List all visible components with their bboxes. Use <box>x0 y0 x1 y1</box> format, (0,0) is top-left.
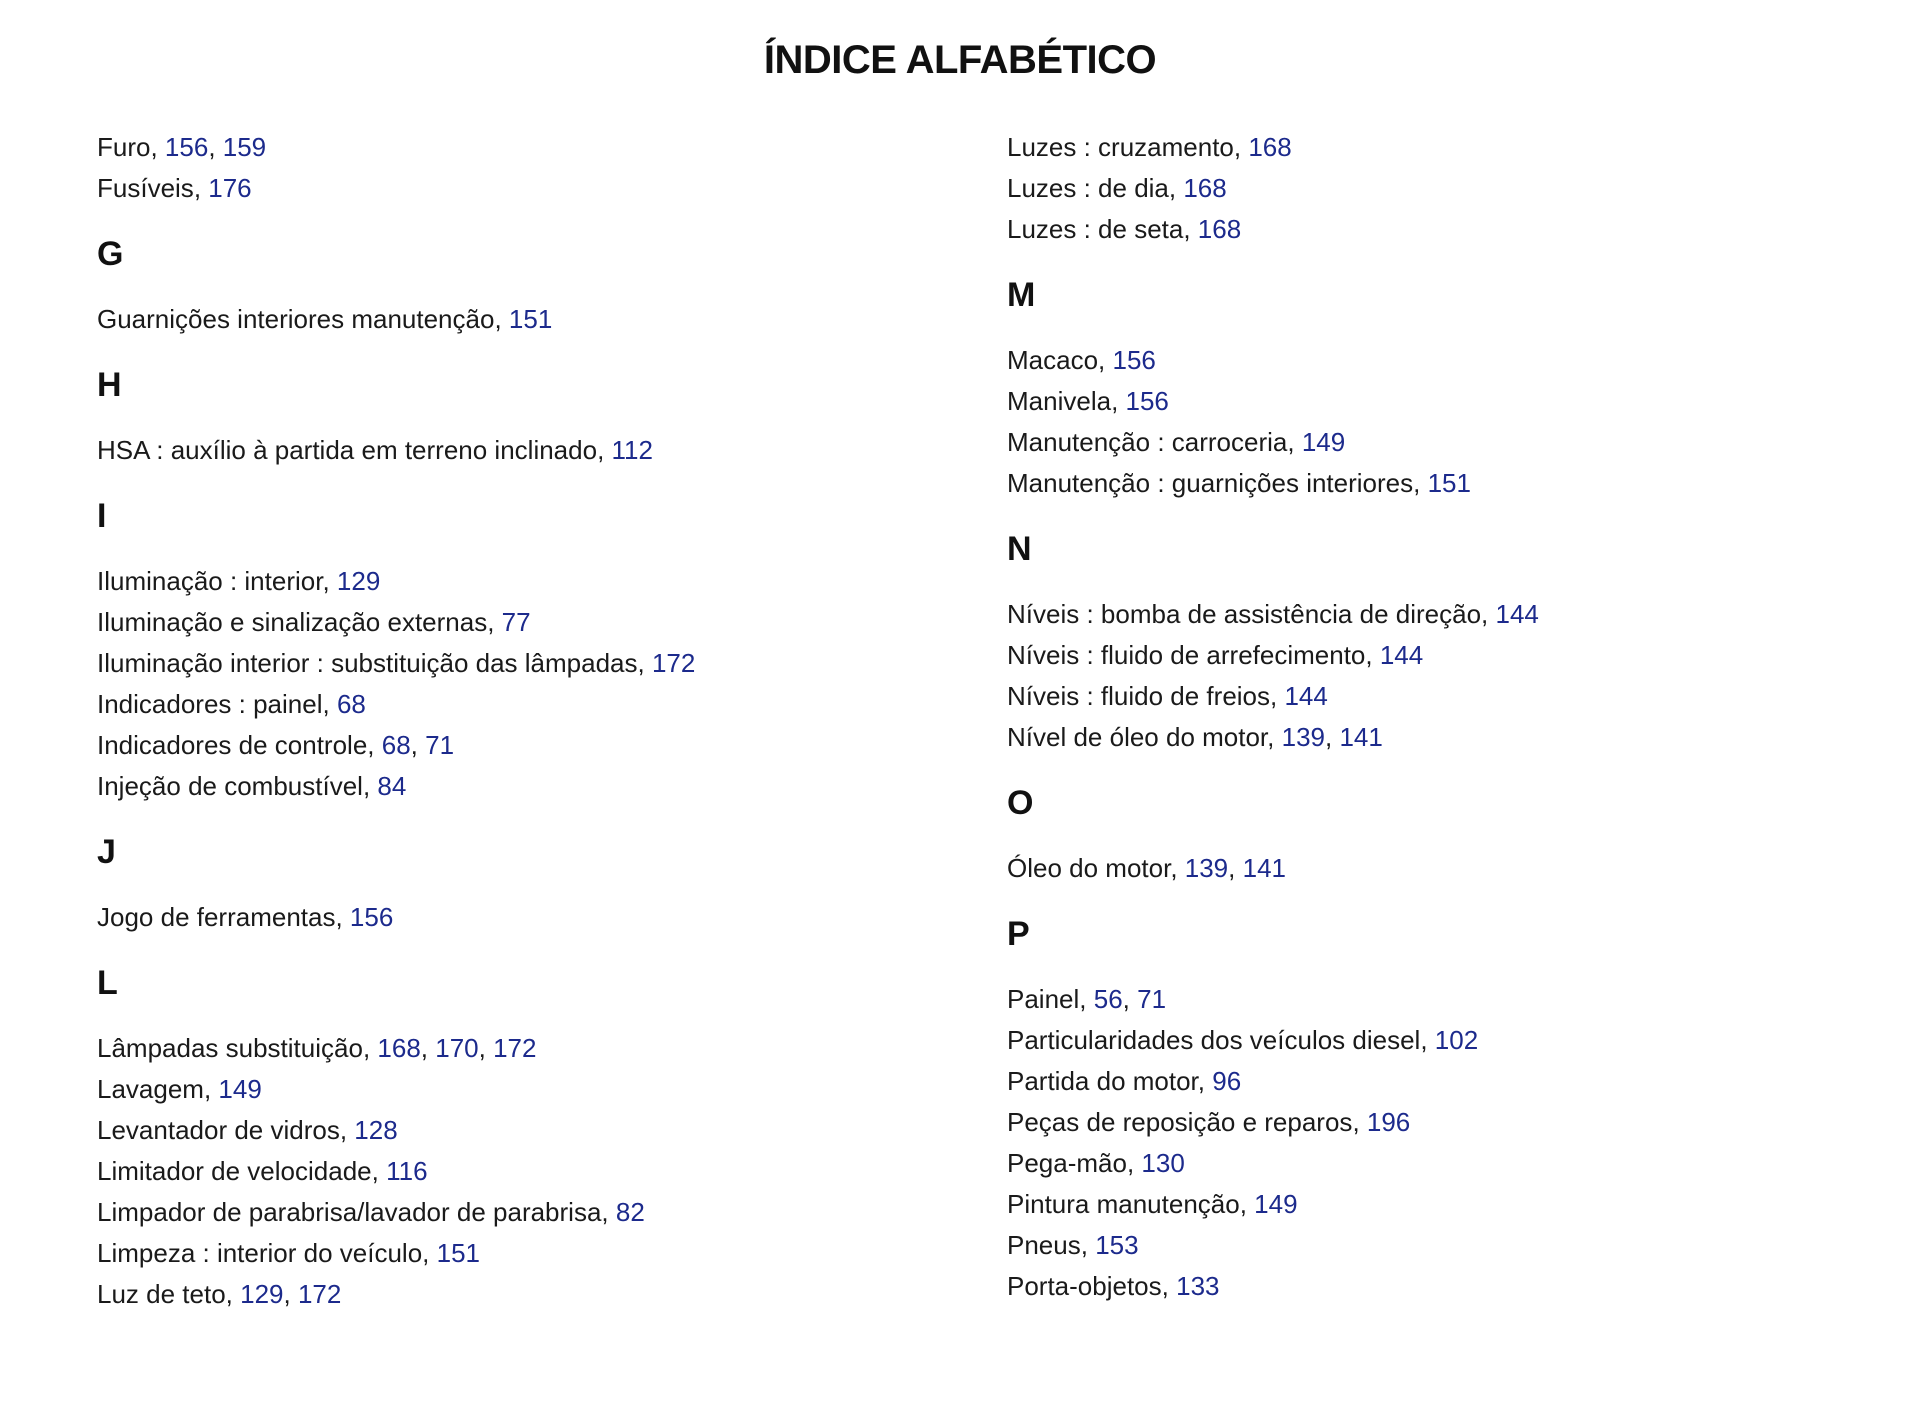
page-references <box>218 1074 261 1104</box>
page-references <box>1495 599 1538 629</box>
page-link[interactable]: 153 <box>1095 1230 1139 1260</box>
index-column-right <box>1007 127 1867 1307</box>
index-entry <box>97 168 957 209</box>
page-references <box>509 304 552 334</box>
page-link[interactable]: 130 <box>1141 1148 1185 1178</box>
term-separator: , <box>1197 1066 1213 1096</box>
index-section-m <box>1007 270 1867 504</box>
page-references <box>1126 386 1169 416</box>
page-link[interactable]: 170 <box>435 1033 479 1063</box>
term-separator: , <box>335 902 350 932</box>
page-references <box>1435 1025 1478 1055</box>
term-separator: , <box>1170 853 1185 883</box>
term-separator: , <box>1352 1107 1367 1137</box>
page-references <box>1212 1066 1241 1096</box>
index-entry <box>97 684 957 725</box>
index-entry <box>1007 848 1867 889</box>
section-letter-j: J <box>97 833 116 871</box>
page-link[interactable]: 151 <box>436 1238 481 1268</box>
term-separator: , <box>367 730 382 760</box>
page-link[interactable]: 71 <box>1137 984 1167 1014</box>
page-link[interactable]: 68 <box>381 730 411 760</box>
index-entry <box>1007 463 1867 504</box>
index-section-continued <box>97 127 957 209</box>
index-entry <box>97 561 957 602</box>
index-section-o <box>1007 778 1867 889</box>
page-references <box>354 1115 397 1145</box>
index-entry <box>97 602 957 643</box>
index-term: Partida do motor <box>1007 1066 1198 1096</box>
index-column-left <box>97 127 957 1315</box>
page-references <box>386 1156 427 1186</box>
index-entry <box>1007 1102 1867 1143</box>
term-separator: , <box>1481 599 1496 629</box>
term-separator: , <box>1080 1230 1096 1260</box>
section-letter-p: P <box>1007 915 1030 953</box>
section-letter-l: L <box>97 964 118 1002</box>
section-letter-h: H <box>97 366 122 404</box>
section-letter-n: N <box>1007 530 1032 568</box>
page-references <box>377 771 406 801</box>
index-entry <box>97 643 957 684</box>
index-term: Luz de teto <box>97 1279 226 1309</box>
page-link[interactable]: 172 <box>297 1279 342 1309</box>
index-entry <box>97 766 957 807</box>
index-entry <box>97 1274 957 1315</box>
page-link[interactable]: 56 <box>1093 984 1123 1014</box>
page-link[interactable]: 133 <box>1176 1271 1220 1301</box>
page-link[interactable]: 144 <box>1379 640 1424 670</box>
index-section-i <box>97 491 957 807</box>
index-term: Painel <box>1007 984 1080 1014</box>
page-title: ÍNDICE ALFABÉTICO <box>763 38 1157 82</box>
term-separator: , <box>1168 173 1184 203</box>
index-term: Levantador de vidros <box>97 1115 340 1145</box>
page-link[interactable]: 149 <box>1301 427 1346 457</box>
page-link[interactable]: 144 <box>1284 681 1328 711</box>
page-link[interactable]: 196 <box>1366 1107 1411 1137</box>
index-entry <box>97 1028 957 1069</box>
index-term: Óleo do motor <box>1007 853 1171 883</box>
term-separator: , <box>1233 132 1249 162</box>
page-link[interactable]: 151 <box>1427 468 1471 498</box>
term-separator: , <box>1098 345 1113 375</box>
page-references <box>1254 1189 1297 1219</box>
page-link[interactable]: 128 <box>354 1115 398 1145</box>
term-separator: , <box>225 1279 241 1309</box>
page-references <box>1113 345 1156 375</box>
index-section-continued <box>1007 127 1867 250</box>
page-link[interactable]: 112 <box>611 435 653 465</box>
index-entry <box>1007 422 1867 463</box>
page-link[interactable]: 139 <box>1184 853 1229 883</box>
page-link[interactable]: 156 <box>164 132 209 162</box>
page-separator: , <box>208 132 223 162</box>
term-separator: , <box>193 173 209 203</box>
index-term: Pega-mão <box>1007 1148 1127 1178</box>
term-separator: , <box>422 1238 437 1268</box>
page-link[interactable]: 141 <box>1242 853 1286 883</box>
index-term: Níveis : fluido de arrefecimento <box>1007 640 1366 670</box>
term-separator: , <box>1287 427 1302 457</box>
page-references <box>208 173 251 203</box>
index-entry <box>1007 676 1867 717</box>
term-separator: , <box>1365 640 1380 670</box>
index-term: Luzes : cruzamento <box>1007 132 1234 162</box>
index-term: Lavagem <box>97 1074 204 1104</box>
term-separator: , <box>597 435 612 465</box>
index-entry <box>1007 1143 1867 1184</box>
index-term: Pintura manutenção <box>1007 1189 1240 1219</box>
index-term: Iluminação : interior <box>97 566 323 596</box>
index-entry <box>1007 209 1867 250</box>
index-term: Indicadores de controle <box>97 730 368 760</box>
page-references <box>1176 1271 1219 1301</box>
section-letter-g: G <box>97 235 124 273</box>
term-separator: , <box>494 304 509 334</box>
index-term: Níveis : fluido de freios <box>1007 681 1271 711</box>
index-entry <box>97 299 957 340</box>
term-separator: , <box>637 648 652 678</box>
page-separator: , <box>420 1033 436 1063</box>
term-separator: , <box>322 689 337 719</box>
page-separator: , <box>283 1279 298 1309</box>
page-link[interactable]: 151 <box>508 304 553 334</box>
page-references <box>382 730 454 760</box>
index-entry <box>97 1233 957 1274</box>
term-separator: , <box>1161 1271 1177 1301</box>
index-term: Níveis : bomba de assistência de direção <box>1007 599 1482 629</box>
index-term: Limpeza : interior do veículo <box>97 1238 423 1268</box>
index-section-h <box>97 360 957 471</box>
index-term: Porta-objetos <box>1007 1271 1162 1301</box>
index-entry <box>1007 717 1867 758</box>
index-term: Iluminação interior : substituição das lâmpadas <box>97 648 638 678</box>
index-entry <box>97 127 957 168</box>
index-entry <box>1007 127 1867 168</box>
page-link[interactable]: 129 <box>240 1279 284 1309</box>
index-term: Particularidades dos veículos diesel <box>1007 1025 1421 1055</box>
index-section-p <box>1007 909 1867 1307</box>
page-references <box>1302 427 1345 457</box>
page-link[interactable]: 149 <box>218 1074 262 1104</box>
term-separator: , <box>1183 214 1198 244</box>
index-section-l <box>97 958 957 1315</box>
page-references <box>1141 1148 1184 1178</box>
term-separator: , <box>601 1197 616 1227</box>
index-term: Limpador de parabrisa/lavador de parabrisa <box>97 1197 602 1227</box>
index-term: Jogo de ferramentas <box>97 902 336 932</box>
term-separator: , <box>1420 1025 1435 1055</box>
index-entry <box>1007 381 1867 422</box>
page-separator: , <box>410 730 426 760</box>
page-link[interactable]: 156 <box>349 902 394 932</box>
term-separator: , <box>150 132 165 162</box>
page-link[interactable]: 71 <box>425 730 455 760</box>
index-section-g <box>97 229 957 340</box>
page-references <box>337 566 380 596</box>
index-term: Furo <box>97 132 151 162</box>
page-link[interactable]: 96 <box>1212 1066 1242 1096</box>
index-term: Indicadores : painel <box>97 689 323 719</box>
page-link[interactable]: 168 <box>1183 173 1227 203</box>
section-letter-o: O <box>1007 784 1034 822</box>
term-separator: , <box>371 1156 387 1186</box>
page-references <box>337 689 366 719</box>
page-link[interactable]: 149 <box>1254 1189 1298 1219</box>
page-references <box>240 1279 341 1309</box>
page-references <box>502 607 531 637</box>
page-link[interactable]: 68 <box>336 689 366 719</box>
index-term: Manivela <box>1007 386 1112 416</box>
index-term: Macaco <box>1007 345 1099 375</box>
page-separator: , <box>478 1033 494 1063</box>
page-references <box>1248 132 1291 162</box>
page-link[interactable]: 168 <box>1248 132 1292 162</box>
term-separator: , <box>1079 984 1094 1014</box>
page-references <box>350 902 393 932</box>
index-entry <box>1007 1225 1867 1266</box>
index-entry <box>1007 340 1867 381</box>
page-references <box>1380 640 1423 670</box>
term-separator: , <box>1126 1148 1142 1178</box>
page-references <box>165 132 266 162</box>
index-term: Luzes : de dia <box>1007 173 1169 203</box>
term-separator: , <box>1267 722 1282 752</box>
term-separator: , <box>1111 386 1126 416</box>
term-separator: , <box>1239 1189 1255 1219</box>
term-separator: , <box>203 1074 219 1104</box>
page-link[interactable]: 139 <box>1281 722 1325 752</box>
page-link[interactable]: 102 <box>1434 1025 1479 1055</box>
page-references <box>1367 1107 1410 1137</box>
page-separator: , <box>1228 853 1243 883</box>
page-separator: , <box>1325 722 1340 752</box>
index-entry <box>1007 1184 1867 1225</box>
index-term: Manutenção : carroceria <box>1007 427 1288 457</box>
index-entry <box>1007 1061 1867 1102</box>
index-entry <box>97 1069 957 1110</box>
page-references <box>652 648 695 678</box>
term-separator: , <box>339 1115 355 1145</box>
index-term: Peças de reposição e reparos <box>1007 1107 1353 1137</box>
index-term: Lâmpadas substituição <box>97 1033 363 1063</box>
term-separator: , <box>362 1033 378 1063</box>
page-link[interactable]: 156 <box>1125 386 1169 416</box>
index-entry <box>1007 1020 1867 1061</box>
index-entry <box>1007 1266 1867 1307</box>
index-entry <box>1007 979 1867 1020</box>
index-term: Fusíveis <box>97 173 194 203</box>
page-references <box>1284 681 1327 711</box>
page-references <box>377 1033 536 1063</box>
term-separator: , <box>362 771 378 801</box>
index-term: Guarnições interiores manutenção <box>97 304 495 334</box>
index-term: Manutenção : guarnições interiores <box>1007 468 1414 498</box>
index-entry <box>1007 168 1867 209</box>
page-references <box>1198 214 1241 244</box>
index-term: Nível de óleo do motor <box>1007 722 1268 752</box>
page-link[interactable]: 82 <box>615 1197 645 1227</box>
page-references <box>1183 173 1226 203</box>
index-entry <box>97 1151 957 1192</box>
index-entry <box>1007 594 1867 635</box>
index-entry <box>1007 635 1867 676</box>
index-term: Iluminação e sinalização externas <box>97 607 488 637</box>
index-entry <box>97 430 957 471</box>
index-section-n <box>1007 524 1867 758</box>
term-separator: , <box>322 566 337 596</box>
page-link[interactable]: 77 <box>501 607 531 637</box>
index-term: Luzes : de seta <box>1007 214 1184 244</box>
page-link[interactable]: 168 <box>1197 214 1242 244</box>
index-term: Limitador de velocidade <box>97 1156 372 1186</box>
page-link[interactable]: 172 <box>651 648 696 678</box>
page-link[interactable]: 116 <box>386 1156 428 1186</box>
page-separator: , <box>1122 984 1138 1014</box>
page-references <box>1282 722 1383 752</box>
section-letter-i: I <box>97 497 107 535</box>
page-references <box>1428 468 1471 498</box>
page-references <box>437 1238 480 1268</box>
page-references <box>612 435 653 465</box>
page-link[interactable]: 84 <box>377 771 407 801</box>
index-entry <box>97 725 957 766</box>
page-link[interactable]: 156 <box>1112 345 1156 375</box>
page-references <box>1095 1230 1138 1260</box>
page-references <box>616 1197 645 1227</box>
index-entry <box>97 1110 957 1151</box>
page-link[interactable]: 176 <box>208 173 252 203</box>
page-link[interactable]: 159 <box>222 132 267 162</box>
term-separator: , <box>1413 468 1428 498</box>
term-separator: , <box>487 607 502 637</box>
index-term: Pneus <box>1007 1230 1081 1260</box>
page-references <box>1185 853 1286 883</box>
page-references <box>1094 984 1166 1014</box>
index-term: HSA : auxílio à partida em terreno inclinado <box>97 435 598 465</box>
page-link[interactable]: 144 <box>1495 599 1539 629</box>
index-section-j <box>97 827 957 938</box>
index-entry <box>97 1192 957 1233</box>
page-link[interactable]: 172 <box>493 1033 537 1063</box>
index-entry <box>97 897 957 938</box>
page-link[interactable]: 168 <box>377 1033 421 1063</box>
section-letter-m: M <box>1007 276 1036 314</box>
page-link[interactable]: 129 <box>336 566 381 596</box>
index-term: Injeção de combustível <box>97 771 363 801</box>
term-separator: , <box>1270 681 1285 711</box>
page-link[interactable]: 141 <box>1339 722 1383 752</box>
